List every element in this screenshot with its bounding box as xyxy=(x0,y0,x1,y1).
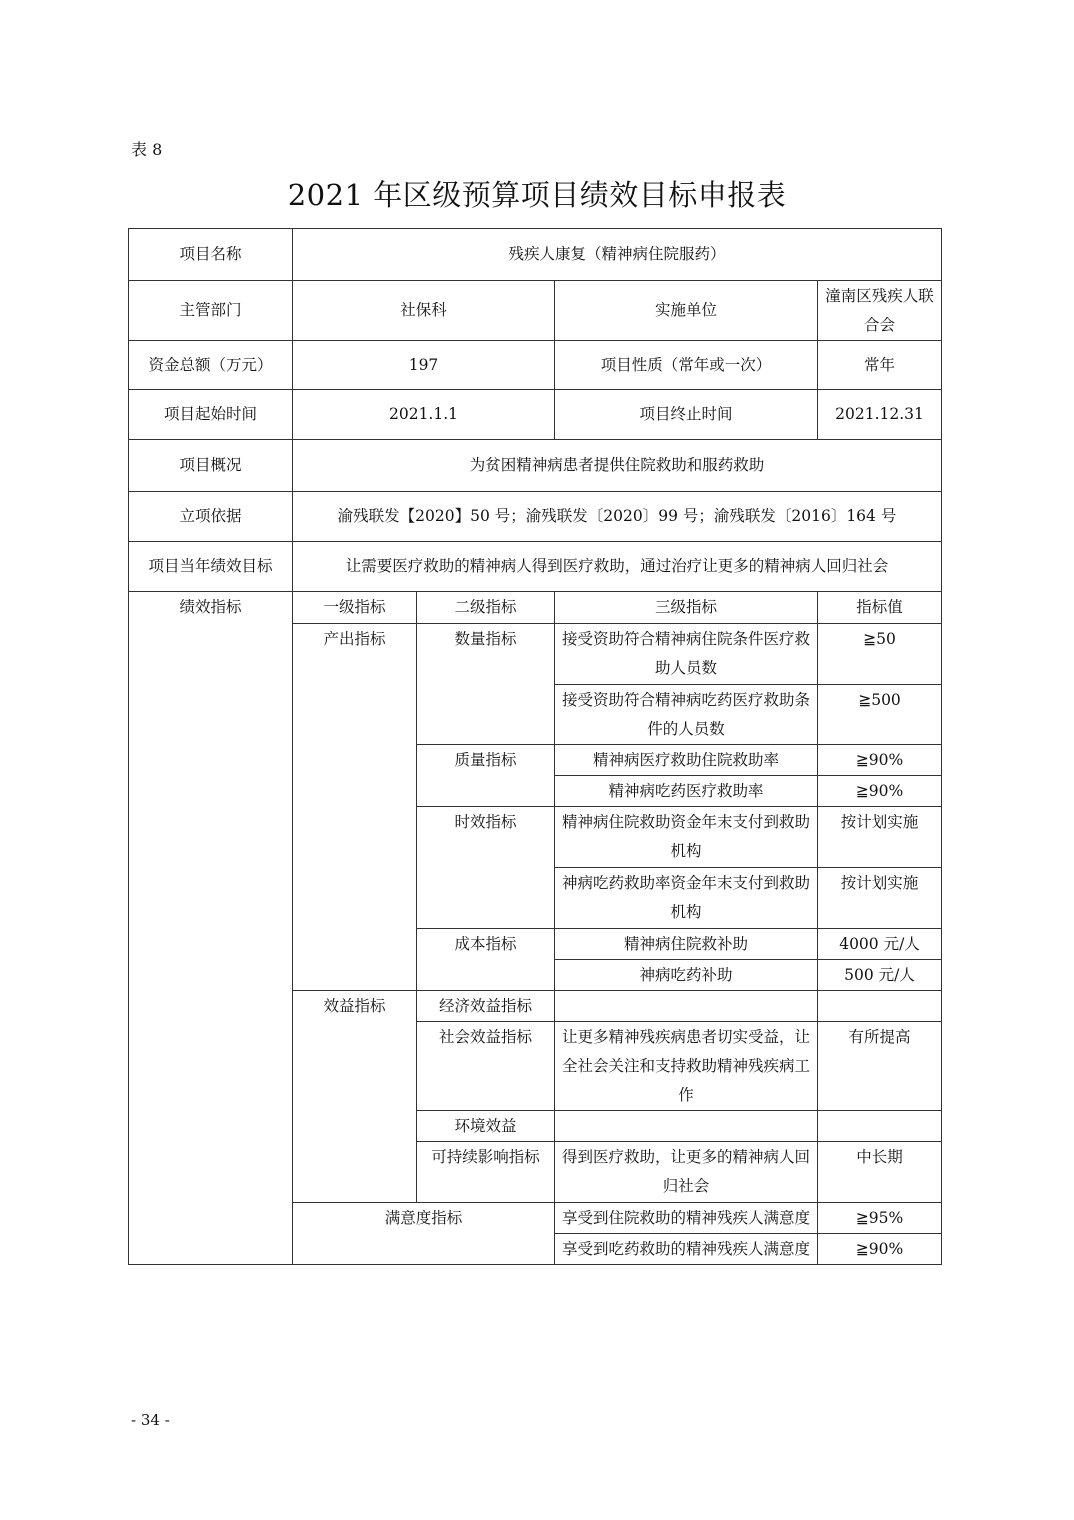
nature-label: 项目性质（常年或一次） xyxy=(555,341,818,390)
indicator-value: ≧90% xyxy=(818,776,942,807)
indicator-value: ≧50 xyxy=(818,624,942,685)
project-name-label: 项目名称 xyxy=(129,229,293,281)
goal-value: 让需要医疗救助的精神病人得到医疗救助，通过治疗让更多的精神病人回归社会 xyxy=(293,542,942,592)
start-value: 2021.1.1 xyxy=(293,390,555,440)
indicator-value: 500 元/人 xyxy=(818,960,942,991)
unit-value: 潼南区残疾人联合会 xyxy=(818,281,942,341)
indicator-value: ≧500 xyxy=(818,685,942,745)
indicator-row: 精神病医疗救助住院救助率 xyxy=(555,745,818,776)
indicator-row xyxy=(555,991,818,1022)
funds-label: 资金总额（万元） xyxy=(129,341,293,390)
indicator-value xyxy=(818,1111,942,1142)
environment-level2: 环境效益 xyxy=(417,1111,555,1142)
overview-value: 为贫困精神病患者提供住院救助和服药救助 xyxy=(293,440,942,492)
timeliness-level2: 时效指标 xyxy=(417,807,555,929)
header-level3: 三级指标 xyxy=(555,592,818,624)
header-level2: 二级指标 xyxy=(417,592,555,624)
indicator-row: 得到医疗救助，让更多的精神病人回归社会 xyxy=(555,1142,818,1203)
indicator-row xyxy=(555,1111,818,1142)
indicator-value: 按计划实施 xyxy=(818,868,942,929)
indicator-row: 神病吃药补助 xyxy=(555,960,818,991)
header-level1: 一级指标 xyxy=(293,592,417,624)
quantity-level2: 数量指标 xyxy=(417,624,555,745)
benefit-level1: 效益指标 xyxy=(293,991,417,1203)
indicator-value: 中长期 xyxy=(818,1142,942,1203)
goal-label: 项目当年绩效目标 xyxy=(129,542,293,592)
indicator-row: 让更多精神残疾病患者切实受益，让全社会关注和支持救助精神残疾病工作 xyxy=(555,1022,818,1111)
indicator-value: ≧90% xyxy=(818,745,942,776)
indicator-row: 接受资助符合精神病吃药医疗救助条件的人员数 xyxy=(555,685,818,745)
dept-label: 主管部门 xyxy=(129,281,293,341)
indicator-value: 4000 元/人 xyxy=(818,929,942,960)
indicators-section-label: 绩效指标 xyxy=(129,592,293,1265)
indicator-row: 接受资助符合精神病住院条件医疗救助人员数 xyxy=(555,624,818,685)
quality-level2: 质量指标 xyxy=(417,745,555,807)
start-label: 项目起始时间 xyxy=(129,390,293,440)
cost-level2: 成本指标 xyxy=(417,929,555,991)
indicator-row: 享受到住院救助的精神残疾人满意度 xyxy=(555,1203,818,1234)
indicator-value: 有所提高 xyxy=(818,1022,942,1111)
page-title: 2021 年区级预算项目绩效目标申报表 xyxy=(287,178,787,212)
end-value: 2021.12.31 xyxy=(818,390,942,440)
satisfaction-level1: 满意度指标 xyxy=(293,1203,555,1265)
economic-level2: 经济效益指标 xyxy=(417,991,555,1022)
indicator-row: 享受到吃药救助的精神残疾人满意度 xyxy=(555,1234,818,1265)
indicator-value: ≧95% xyxy=(818,1203,942,1234)
page-number: - 34 - xyxy=(131,1411,170,1429)
indicator-value xyxy=(818,991,942,1022)
output-level1: 产出指标 xyxy=(293,624,417,991)
social-level2: 社会效益指标 xyxy=(417,1022,555,1111)
end-label: 项目终止时间 xyxy=(555,390,818,440)
indicator-row: 神病吃药救助率资金年末支付到救助机构 xyxy=(555,868,818,929)
project-name-value: 残疾人康复（精神病住院服药） xyxy=(293,229,942,281)
table-label: 表 8 xyxy=(131,140,163,159)
sustainable-level2: 可持续影响指标 xyxy=(417,1142,555,1203)
indicator-row: 精神病住院救补助 xyxy=(555,929,818,960)
overview-label: 项目概况 xyxy=(129,440,293,492)
indicator-row: 精神病吃药医疗救助率 xyxy=(555,776,818,807)
basis-value: 渝残联发【2020】50 号；渝残联发〔2020〕99 号；渝残联发〔2016〕164 号 xyxy=(293,492,942,542)
indicator-row: 精神病住院救助资金年末支付到救助机构 xyxy=(555,807,818,868)
indicator-value: ≧90% xyxy=(818,1234,942,1265)
funds-value: 197 xyxy=(293,341,555,390)
header-value: 指标值 xyxy=(818,592,942,624)
dept-value: 社保科 xyxy=(293,281,555,341)
nature-value: 常年 xyxy=(818,341,942,390)
basis-label: 立项依据 xyxy=(129,492,293,542)
indicator-value: 按计划实施 xyxy=(818,807,942,868)
unit-label: 实施单位 xyxy=(555,281,818,341)
performance-target-table xyxy=(128,228,942,1265)
